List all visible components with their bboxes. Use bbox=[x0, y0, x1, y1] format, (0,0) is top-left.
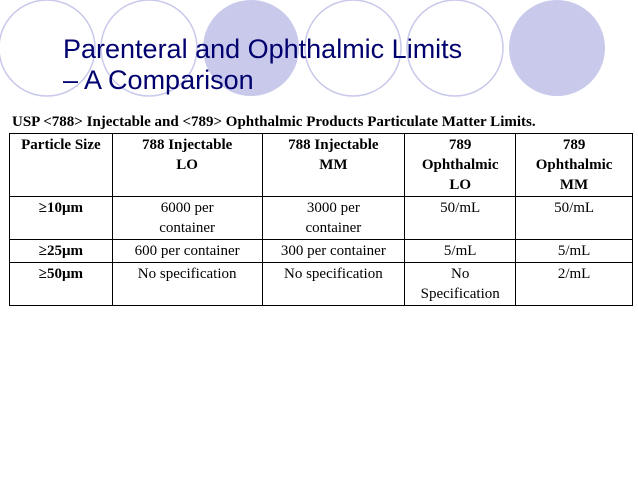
table-row bbox=[10, 240, 633, 263]
particle-size-cell: ≥10μm bbox=[10, 197, 113, 240]
table-row bbox=[10, 263, 633, 306]
ophthalmic-mm-cell: 5/mL bbox=[516, 240, 633, 263]
slide-title-line-1: Parenteral and Ophthalmic Limits bbox=[63, 34, 463, 64]
header-788-injectable-mm: 788 Injectable MM bbox=[262, 134, 405, 197]
injectable-lo-cell: No specification bbox=[112, 263, 262, 306]
table-header-row bbox=[10, 134, 633, 197]
slide-title bbox=[63, 34, 583, 96]
injectable-mm-cell: 300 per container bbox=[262, 240, 405, 263]
particulate-limits-table bbox=[9, 133, 633, 306]
header-789-ophthalmic-mm: 789 Ophthalmic MM bbox=[516, 134, 633, 197]
particle-size-cell: ≥50μm bbox=[10, 263, 113, 306]
slide-title-line-2: – A Comparison bbox=[63, 65, 254, 95]
header-789-ophthalmic-lo: 789 Ophthalmic LO bbox=[405, 134, 516, 197]
injectable-lo-cell: 600 per container bbox=[112, 240, 262, 263]
table-caption: USP <788> Injectable and <789> Ophthalmic Products Particulate Matter Limits. bbox=[12, 114, 536, 130]
ophthalmic-mm-cell: 50/mL bbox=[516, 197, 633, 240]
injectable-lo-cell: 6000 per container bbox=[112, 197, 262, 240]
table-row bbox=[10, 197, 633, 240]
particle-size-cell: ≥25μm bbox=[10, 240, 113, 263]
injectable-mm-cell: 3000 per container bbox=[262, 197, 405, 240]
ophthalmic-lo-cell: 5/mL bbox=[405, 240, 516, 263]
ophthalmic-lo-cell: 50/mL bbox=[405, 197, 516, 240]
ophthalmic-lo-cell: No Specification bbox=[405, 263, 516, 306]
header-788-injectable-lo: 788 Injectable LO bbox=[112, 134, 262, 197]
ophthalmic-mm-cell: 2/mL bbox=[516, 263, 633, 306]
header-particle-size: Particle Size bbox=[10, 134, 113, 197]
injectable-mm-cell: No specification bbox=[262, 263, 405, 306]
